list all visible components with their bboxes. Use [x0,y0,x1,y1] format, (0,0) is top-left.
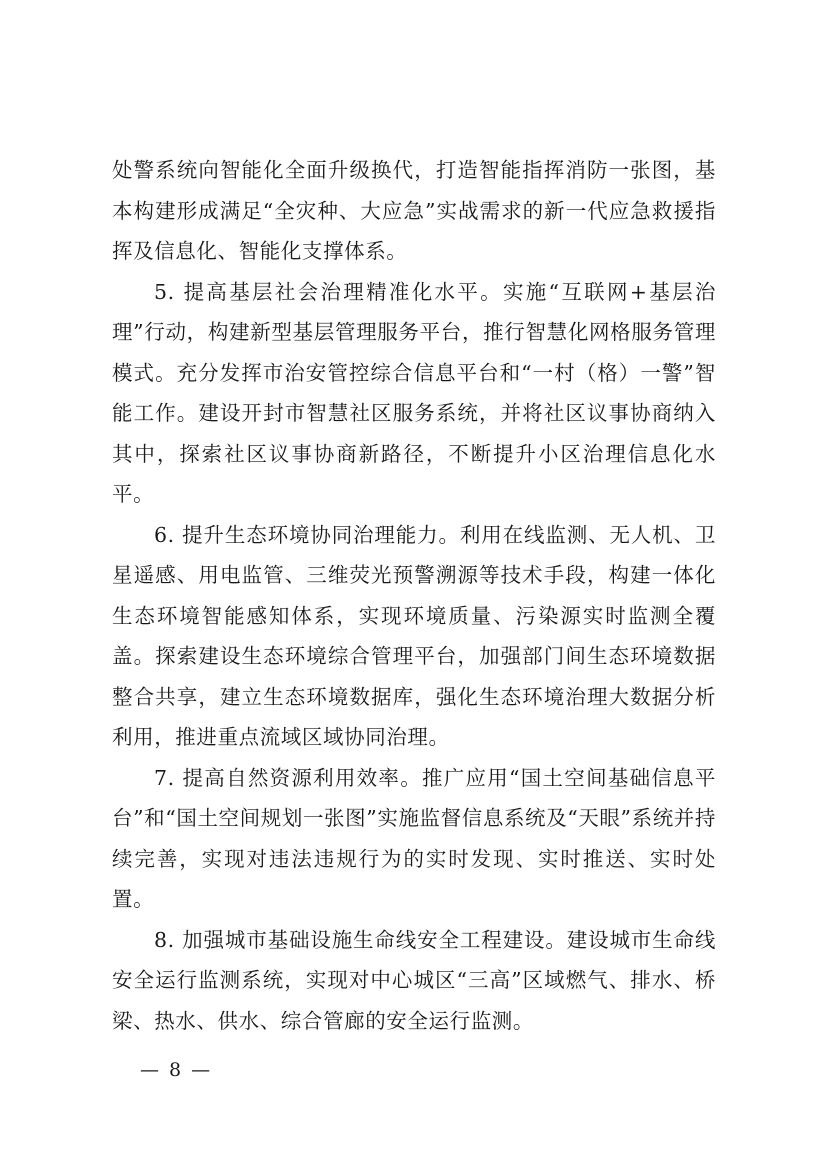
paragraph-item-8: 8. 加强城市基础设施生命线安全工程建设。建设城市生命线安全运行监测系统，实现对中心城区“三高”区域燃气、排水、桥梁、热水、供水、综合管廊的安全运行监测。 [112,927,716,1033]
page-number: — 8 — [140,1059,213,1081]
paragraph-continuation: 处警系统向智能化全面升级换代，打造智能指挥消防一张图，基本构建形成满足“全灾种、大应急”实战需求的新一代应急救援指挥及信息化、智能化支撑体系。 [112,158,716,263]
paragraph-item-6: 6. 提升生态环境协同治理能力。利用在线监测、无人机、卫星遥感、用电监管、三维荧光预警溯源等技术手段，构建一体化生态环境智能感知体系，实现环境质量、污染源实时监测全覆盖。探索建设生态环境综合管理平台，加强部门间生态环境数据整合共享，建立生态环境数据库，强化生态环境治理大数据分析利用，推进重点流域区域协同治理。 [112,522,716,749]
paragraph-item-7: 7. 提高自然资源利用效率。推广应用“国土空间基础信息平台”和“国土空间规划一张图”实施监督信息系统及“天眼”系统并持续完善，实现对违法违规行为的实时发现、实时推送、实时处置。 [112,765,716,911]
document-body [112,150,716,1041]
paragraph-item-5: 5. 提高基层社会治理精准化水平。实施“互联网+基层治理”行动，构建新型基层管理服务平台，推行智慧化网格服务管理模式。充分发挥市治安管控综合信息平台和“一村（格）一警”智能工作。建设开封市智慧社区服务系统，并将社区议事协商纳入其中，探索社区议事协商新路径，不断提升小区治理信息化水平。 [112,279,716,506]
